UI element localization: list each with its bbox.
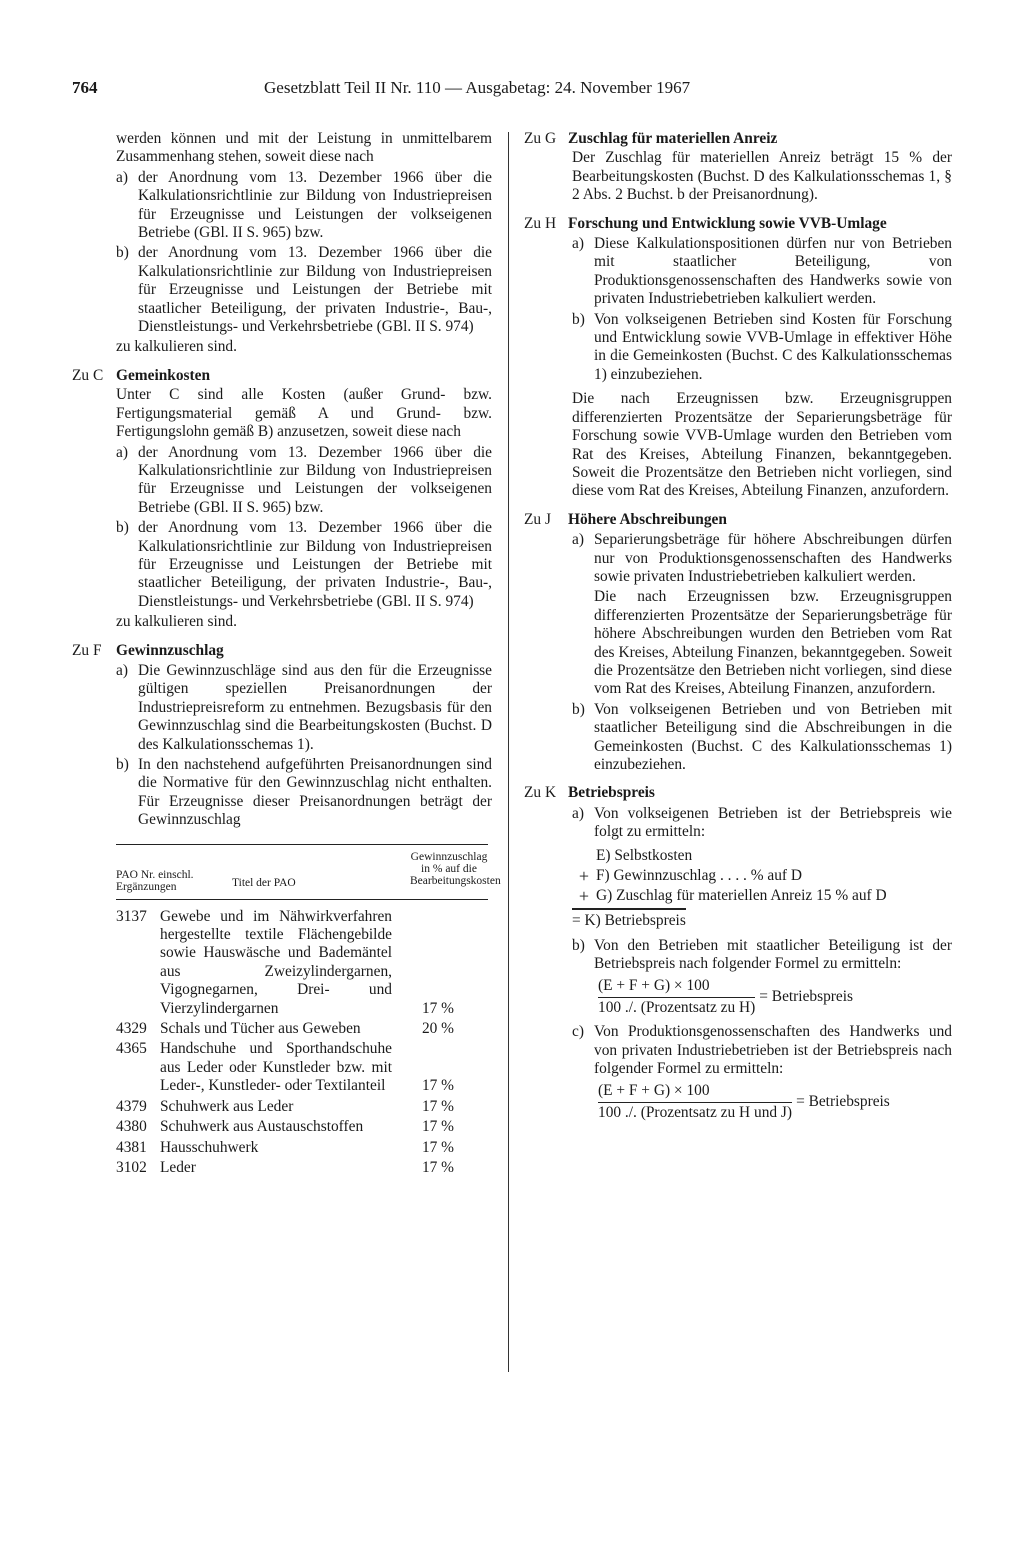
section-k bbox=[524, 784, 952, 1122]
cell-title: Schuhwerk aus Leder bbox=[160, 1097, 294, 1115]
running-title: Gesetzblatt Teil II Nr. 110 — Ausgabetag: 24. November 1967 bbox=[264, 78, 691, 97]
item-text: der Anordnung vom 13. Dezember 1966 über die Kalkulationsrichtlinie zur Bildung von Industriepreisen für Erzeugnisse und Leistungen der Betriebe mit staatlicher Beteiligung, der privaten Industrie-, Bau-, Dienstleistungs- und Verkehrsbetriebe (GBl. II S. 974) bbox=[138, 244, 492, 336]
list-item bbox=[116, 244, 492, 336]
list-item bbox=[572, 805, 952, 842]
scheme-text: F) Gewinnzuschlag . . . . % auf D bbox=[596, 866, 803, 884]
cell-nr: 4365 bbox=[116, 1040, 147, 1058]
item-text: Von volkseigenen Betrieben ist der Betriebspreis wie folgt zu ermitteln: bbox=[594, 804, 952, 841]
intro-paragraph: werden können und mit der Leistung in unmittelbarem Zusammenhang stehen, soweit diese nach bbox=[116, 130, 492, 166]
list-item bbox=[572, 311, 952, 385]
section-title: Forschung und Entwicklung sowie VVB-Umlage bbox=[568, 214, 887, 232]
item-text: Die Gewinnzuschläge sind aus den für die Erzeugnisse gültigen speziellen Preisanordnungen der Industriepreisreform zu entnehmen. Bezugsbasis für den Gewinnzuschlag sind die Bearbeitungskosten (Buchst. D des Kalkulationsschemas 1). bbox=[138, 661, 492, 753]
scheme-result-row bbox=[572, 908, 952, 931]
section-body bbox=[572, 805, 952, 1122]
table-row bbox=[116, 1118, 488, 1136]
scheme-operator: + bbox=[578, 865, 590, 886]
table-body bbox=[116, 900, 488, 1178]
item-text: Von den Betrieben mit staatlicher Beteiligung ist der Betriebspreis nach folgender Formel zu ermitteln: bbox=[594, 936, 952, 973]
cell-value: 17 % bbox=[421, 1077, 454, 1095]
item-text: Diese Kalkulationspositionen dürfen nur von Betrieben mit staatlicher Beteiligung, von Produktionsgenossenschaften des Handwerks sowie von privaten Industriebetrieben kalkuliert werden. bbox=[594, 235, 952, 308]
item-text: der Anordnung vom 13. Dezember 1966 über die Kalkulationsrichtlinie zur Bildung von Industriepreisen für Erzeugnisse und Leistungen der volkseigenen Betriebe (GBl. II S. 965) bzw. bbox=[138, 168, 492, 242]
item-label: b) bbox=[572, 310, 585, 328]
section-body bbox=[116, 386, 492, 631]
scheme-result: = K) Betriebspreis bbox=[572, 908, 686, 931]
cell-title: Hausschuhwerk bbox=[160, 1138, 259, 1156]
list-item bbox=[116, 756, 492, 830]
scheme-row bbox=[572, 846, 952, 866]
section-heading bbox=[72, 642, 492, 660]
section-paragraph: Der Zuschlag für materiellen Anreiz beträgt 15 % der Bearbeitungskosten (Buchst. D des Kalkulationsschemas 1, § 2 Abs. 2 Buchst. b der Preisanordnung). bbox=[572, 149, 952, 204]
formula-c bbox=[598, 1082, 952, 1122]
fraction-result: = Betriebspreis bbox=[759, 988, 854, 1006]
section-label: Zu K bbox=[524, 784, 557, 802]
table-row bbox=[116, 1020, 488, 1038]
table-row bbox=[116, 1040, 488, 1095]
section-closing: Die nach Erzeugnissen bzw. Erzeugnisgruppen differenzierten Prozentsätze der Separierungsbeträge für Forschung sowie VVB-Umlage wurden den Betrieben vom Rat des Kreises, Abteilung Finanzen, bekanntgegeben. Soweit die Prozentsätze den Betrieben nicht vorliegen, sind diese vom Rat des Kreises, Abteilung Finanzen, anzufordern. bbox=[572, 390, 952, 500]
table-row bbox=[116, 1139, 488, 1157]
item-label: a) bbox=[116, 661, 128, 679]
section-title: Höhere Abschreibungen bbox=[568, 510, 727, 528]
section-title: Gewinnzuschlag bbox=[116, 641, 224, 659]
scheme-row bbox=[572, 866, 952, 886]
section-c bbox=[72, 367, 492, 632]
page-header bbox=[72, 78, 952, 102]
item-label: a) bbox=[572, 531, 584, 549]
cell-nr: 4379 bbox=[116, 1097, 147, 1115]
fraction bbox=[598, 977, 755, 1017]
list-item bbox=[116, 519, 492, 611]
item-text: Von volkseigenen Betrieben und von Betrieben mit staatlicher Beteiligung sind die Abschreibungen in die Gemeinkosten (Buchst. C des Kalkulationsschemas 1) einzubeziehen. bbox=[594, 700, 952, 773]
section-title: Zuschlag für materiellen Anreiz bbox=[568, 130, 778, 147]
section-g bbox=[524, 130, 952, 205]
formula-b bbox=[598, 977, 952, 1017]
list-item bbox=[572, 701, 952, 775]
item-label: b) bbox=[116, 519, 129, 537]
item-label: b) bbox=[116, 244, 129, 262]
section-label: Zu G bbox=[524, 130, 557, 147]
cell-title: Handschuhe und Sporthandschuhe aus Leder oder Kunstleder bzw. mit Leder-, Kunstleder- oder Textilanteil bbox=[160, 1040, 392, 1095]
item-label: b) bbox=[572, 700, 585, 718]
cell-value: 17 % bbox=[421, 999, 454, 1017]
intro-closing: zu kalkulieren sind. bbox=[116, 338, 237, 356]
section-label: Zu F bbox=[72, 641, 102, 659]
cell-title: Schuhwerk aus Austauschstoffen bbox=[160, 1118, 364, 1136]
header-title: Titel der PAO bbox=[232, 876, 296, 889]
table-header bbox=[116, 845, 501, 900]
fraction bbox=[598, 1082, 792, 1122]
item-label: b) bbox=[116, 756, 129, 773]
cell-value: 17 % bbox=[421, 1138, 454, 1156]
cell-value: 17 % bbox=[421, 1118, 454, 1136]
cell-nr: 3102 bbox=[116, 1158, 147, 1176]
column-divider bbox=[508, 132, 509, 1372]
right-column bbox=[524, 130, 952, 1122]
item-text: Von Produktionsgenossenschaften des Handwerks und von privaten Industriebetrieben ist der Betriebspreis nach folgender Formel zu ermitteln: bbox=[594, 1023, 952, 1078]
item-text: der Anordnung vom 13. Dezember 1966 über die Kalkulationsrichtlinie zur Bildung von Industriepreisen für Erzeugnisse und Leistungen der Betriebe mit staatlicher Beteiligung, der privaten Industrie-, Bau-, Dienstleistungs- und Verkehrsbetriebe (GBl. II S. 974) bbox=[138, 519, 492, 610]
calculation-scheme bbox=[572, 846, 952, 931]
section-label: Zu J bbox=[524, 510, 551, 528]
list-item bbox=[572, 235, 952, 309]
scheme-operator: + bbox=[578, 885, 590, 906]
item-continuation: Die nach Erzeugnissen bzw. Erzeugnisgruppen differenzierten Prozentsätze der Separierungsbeträge für höhere Abschreibungen wurden den Betrieben vom Rat des Kreises, Abteilung Finanzen, bekanntgegeben. Soweit die Prozentsätze den Betrieben nicht vorliegen, sind diese vom Rat des Kreises, Abteilung Finanzen, anzufordern. bbox=[594, 588, 952, 698]
cell-nr: 4381 bbox=[116, 1138, 147, 1156]
cell-value: 20 % bbox=[421, 1020, 454, 1038]
pao-table bbox=[116, 844, 501, 1178]
section-heading bbox=[524, 784, 952, 802]
section-label: Zu H bbox=[524, 214, 557, 232]
list-item bbox=[572, 531, 952, 586]
table-row bbox=[116, 1098, 488, 1116]
item-label: a) bbox=[116, 443, 128, 461]
cell-title: Gewebe und im Nähwirkverfahren hergestellte textile Flächengebilde sowie Hauswäsche und Bademäntel aus Zweizylindergarnen, Vigognegarnen, Drei- und Vierzylindergarnen bbox=[160, 907, 392, 1017]
section-body bbox=[572, 149, 952, 204]
section-heading bbox=[524, 511, 952, 529]
left-column bbox=[72, 130, 501, 1177]
list-item bbox=[116, 662, 492, 754]
section-label: Zu C bbox=[72, 366, 104, 384]
section-body bbox=[572, 235, 952, 501]
section-h bbox=[524, 215, 952, 501]
intro-list bbox=[116, 169, 492, 357]
fraction-denominator: 100 ./. (Prozentsatz zu H und J) bbox=[598, 1103, 793, 1121]
section-paragraph: Unter C sind alle Kosten (außer Grund- bzw. Fertigungsmaterial gemäß A und Grund- bzw. Fertigungslohn gemäß B) anzusetzen, soweit diese nach bbox=[116, 386, 492, 441]
fraction-numerator: (E + F + G) × 100 bbox=[598, 977, 710, 995]
item-label: b) bbox=[572, 936, 585, 954]
list-item bbox=[116, 444, 492, 518]
fraction-numerator: (E + F + G) × 100 bbox=[598, 1082, 710, 1100]
header-profit-rate: Gewinnzuschlag in % auf die Bearbeitungskosten bbox=[410, 850, 501, 887]
cell-nr: 3137 bbox=[116, 907, 147, 925]
section-f bbox=[72, 642, 492, 830]
list-item bbox=[116, 169, 492, 243]
fraction-result: = Betriebspreis bbox=[796, 1093, 890, 1111]
cell-nr: 4329 bbox=[116, 1020, 147, 1038]
header-pao-nr: PAO Nr. einschl. Ergänzungen bbox=[116, 868, 194, 893]
item-label: a) bbox=[116, 168, 128, 186]
list-item bbox=[572, 1023, 952, 1078]
cell-title: Leder bbox=[160, 1158, 196, 1176]
scheme-text: E) Selbstkosten bbox=[596, 846, 693, 864]
section-heading bbox=[524, 130, 952, 148]
table-row bbox=[116, 908, 488, 1018]
cell-value: 17 % bbox=[421, 1158, 454, 1176]
item-text: Von volkseigenen Betrieben sind Kosten für Forschung und Entwicklung sowie VVB-Umlage in effektiver Höhe in die Gemeinkosten (Buchst. C des Kalkulationsschemas 1) einzubeziehen. bbox=[594, 310, 952, 383]
list-item bbox=[572, 937, 952, 974]
section-title: Gemeinkosten bbox=[116, 366, 211, 384]
cell-nr: 4380 bbox=[116, 1118, 147, 1136]
section-heading bbox=[72, 367, 492, 385]
scheme-text: G) Zuschlag für materiellen Anreiz 15 % auf D bbox=[596, 886, 887, 904]
item-text: In den nachstehend aufgeführten Preisanordnungen sind die Normative für den Gewinnzuschlag nicht enthalten. Für Erzeugnisse dieser Preisanordnungen beträgt der Gewinnzuschlag bbox=[138, 756, 492, 829]
section-closing: zu kalkulieren sind. bbox=[116, 613, 237, 631]
section-body bbox=[572, 531, 952, 774]
item-label: c) bbox=[572, 1023, 584, 1041]
scheme-row bbox=[572, 886, 952, 906]
section-j bbox=[524, 511, 952, 775]
cell-title: Schals und Tücher aus Geweben bbox=[160, 1020, 361, 1038]
cell-value: 17 % bbox=[421, 1097, 454, 1115]
section-heading bbox=[524, 215, 952, 233]
item-label: a) bbox=[572, 235, 584, 253]
section-body bbox=[116, 662, 492, 830]
item-label: a) bbox=[572, 804, 584, 822]
fraction-denominator: 100 ./. (Prozentsatz zu H) bbox=[598, 998, 756, 1016]
page-number: 764 bbox=[72, 78, 98, 97]
section-title: Betriebspreis bbox=[568, 784, 655, 802]
table-row bbox=[116, 1159, 488, 1177]
item-text: Separierungsbeträge für höhere Abschreibungen dürfen nur von Produktionsgenossenschaften des Handwerks sowie privaten Industriebetrieben kalkuliert werden. bbox=[594, 531, 952, 585]
item-text: der Anordnung vom 13. Dezember 1966 über die Kalkulationsrichtlinie zur Bildung von Industriepreisen für Erzeugnisse und Leistungen der volkseigenen Betriebe (GBl. II S. 965) bzw. bbox=[138, 443, 492, 516]
scheme-operator bbox=[572, 846, 596, 866]
